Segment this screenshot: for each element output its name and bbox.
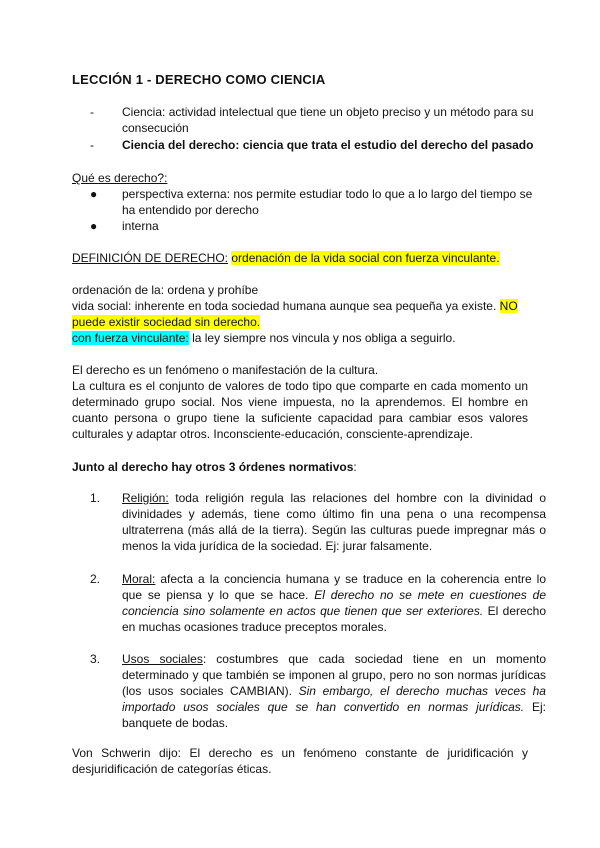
dash-marker: - [90, 138, 94, 152]
fuerza-highlight: con fuerza vinculante: [72, 331, 189, 345]
orden-text [122, 651, 546, 731]
definicion-text: ordenación de la vida social con fuerza vinculante. [231, 251, 500, 265]
document-title: LECCIÓN 1 - DERECHO COMO CIENCIA [72, 72, 326, 87]
definicion [72, 250, 528, 266]
orden-text [122, 571, 546, 635]
bullet-marker: ● [90, 187, 98, 201]
ordenes-heading-colon: : [353, 460, 357, 474]
orden-body: afecta a la conciencia humana y se traduce en la coherencia entre lo que se piensa y lo que se hace. [122, 572, 546, 602]
definicion-label: DEFINICIÓN DE DERECHO: [72, 251, 229, 265]
orden-label: Usos sociales [122, 652, 203, 666]
orden-number: 2. [90, 572, 101, 586]
orden-italic: Sin embargo, el derecho muchas veces ha importado usos sociales que se han convertido en normas jurídicas. [122, 684, 546, 714]
que-es-heading: Qué es derecho?: [72, 171, 168, 185]
orden-number: 1. [90, 491, 101, 505]
vida-social-highlight: NO puede existir sociedad sin derecho. [72, 299, 518, 329]
orden-text [122, 490, 546, 554]
orden-body: toda religión regula las relaciones del hombre con la divinidad o divinidades y además, tiene como último fin una pena o una recompensa ultraterrena (más allá de la tierra). Según las culturas puede impregnar más o menos la vida jurídica de la sociedad. Ej: jurar falsamente. [122, 491, 546, 553]
orden-tail: Ej: banquete de bodas. [122, 700, 547, 730]
dash-marker: - [90, 105, 94, 119]
fuerza-line [72, 330, 528, 346]
intro-item-text: Ciencia: actividad intelectual que tiene un objeto preciso y un método para su consecución [122, 105, 534, 135]
vida-social-text: vida social: inherente en toda sociedad humana aunque sea pequeña ya existe. [72, 299, 497, 313]
fuerza-text: la ley siempre nos vincula y nos obliga a seguirlo. [192, 331, 456, 345]
cultura-paragraph: La cultura es el conjunto de valores de todo tipo que comparte en cada momento un determinado grupo social. Nos viene impuesta, no la aprendemos. El hombre en cuanto persona o grupo tiene la suficiente capacidad para cambiar esos valores culturales y adaptar otros. Inconsciente-educación, consciente-aprendizaje. [72, 379, 528, 441]
orden-italic: El derecho no se mete en cuestiones de conciencia sino solamente en actos que tienen que ser exteriores. [122, 588, 546, 618]
orden-tail: El derecho en muchas ocasiones traduce preceptos morales. [122, 604, 547, 634]
cierre-paragraph: Von Schwerin dijo: El derecho es un fenómeno constante de juridificación y desjuridificación de categorías éticas. [72, 746, 528, 776]
bullet-marker: ● [90, 219, 98, 233]
vida-social-line [72, 298, 528, 330]
ordenacion-line: ordenación de la: ordena y prohíbe [72, 283, 259, 297]
que-es-item-text: interna [122, 219, 159, 233]
intro-item-text: Ciencia del derecho: ciencia que trata el estudio del derecho del pasado [122, 138, 534, 152]
orden-body: : costumbres que cada sociedad tiene en un momento determinado y que también se imponen al grupo, pero no son normas jurídicas (los usos sociales CAMBIAN). [122, 652, 547, 698]
orden-number: 3. [90, 652, 101, 666]
ordenes-heading [72, 459, 357, 475]
orden-label: Religión: [122, 491, 169, 505]
ordenes-heading-text: Junto al derecho hay otros 3 órdenes normativos [72, 460, 354, 474]
que-es-item-text: perspectiva externa: nos permite estudiar todo lo que a lo largo del tiempo se ha entendido por derecho [122, 187, 533, 217]
orden-label: Moral: [122, 572, 156, 586]
cultura-line: El derecho es un fenómeno o manifestación de la cultura. [72, 363, 379, 377]
